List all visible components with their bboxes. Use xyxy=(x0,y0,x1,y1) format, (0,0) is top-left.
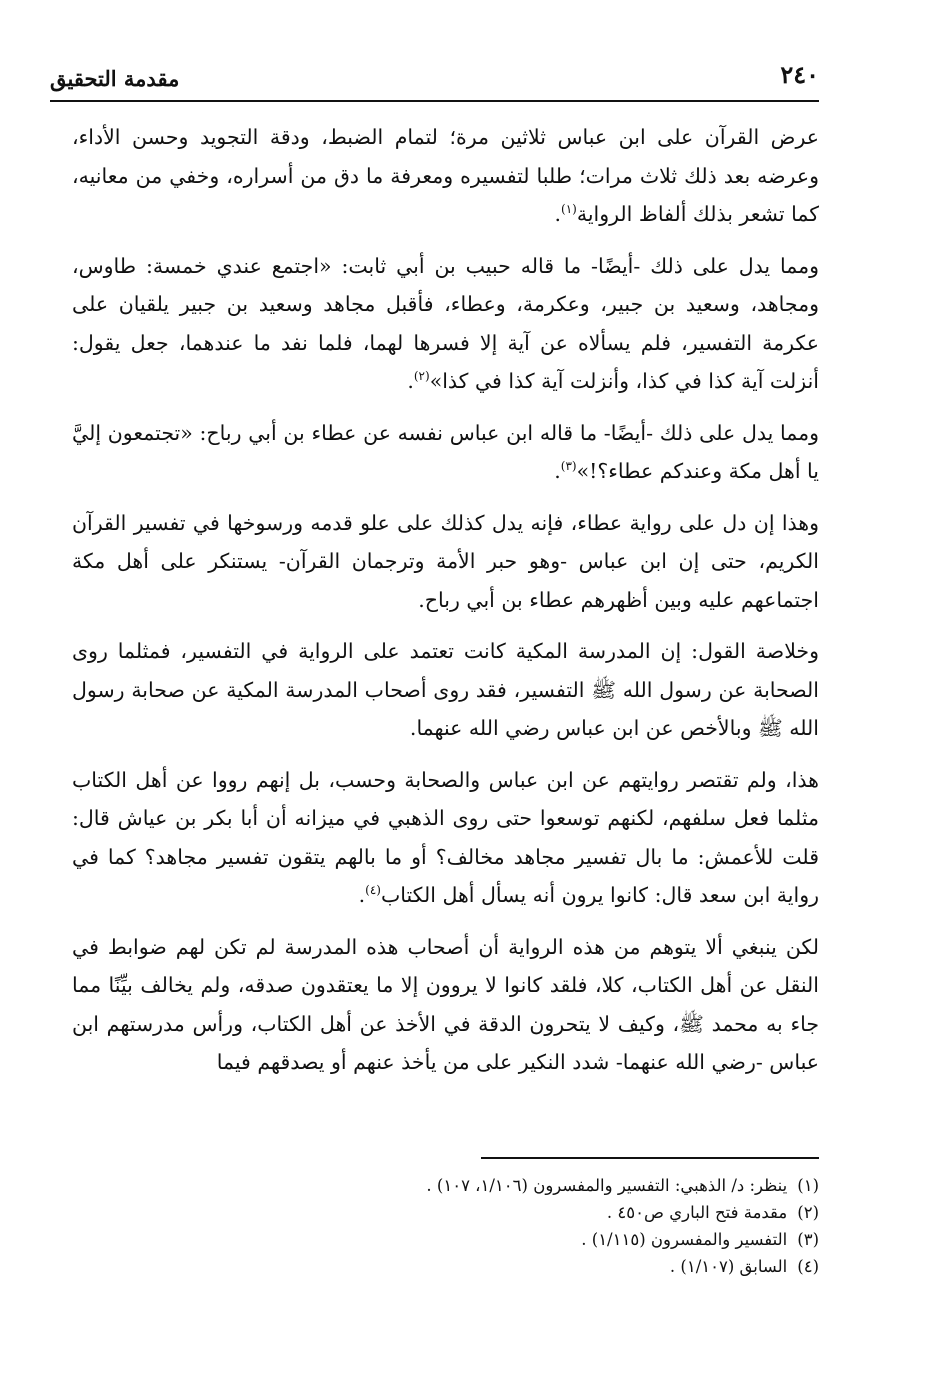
footnote-reference: (٢) xyxy=(413,369,430,384)
paragraph-text: وخلاصة القول: إن المدرسة المكية كانت تعتمد على الرواية في التفسير، فمثلما روى الصحابة عن رسول الله ﷺ التفسير، فقد روى أصحاب المدرسة المكية عن صحابة رسول الله ﷺ وبالأخص عن ابن عباس رضي الله عنهما. xyxy=(72,639,819,740)
page-number: ٢٤٠ xyxy=(780,60,819,89)
footnote-text: مقدمة فتح الباري ص٤٥٠ . xyxy=(606,1203,788,1222)
paragraph xyxy=(72,928,819,1082)
paragraph-end: . xyxy=(407,369,414,393)
paragraph xyxy=(72,632,819,748)
paragraph-text: هذا، ولم تقتصر روايتهم عن ابن عباس والصحابة وحسب، بل إنهم رووا عن أهل الكتاب مثلما فعل سلفهم، لكنهم توسعوا حتى روى الذهبي في ميزانه أن أبا بكر بن عياش قال: قلت للأعمش: ما بال تفسير مجاهد مخالف؟ أو ما بالهم يتقون تفسير مجاهد؟ كما في رواية ابن سعد قال: كانوا يرون أنه يسأل أهل الكتاب xyxy=(72,767,819,907)
paragraph-text: عرض القرآن على ابن عباس ثلاثين مرة؛ لتمام الضبط، ودقة التجويد وحسن الأداء، وعرضه بعد ذلك ثلاث مرات؛ طلبا لتفسيره ومعرفة ما دق من أسراره، وخفي من معانيه، كما تشعر بذلك ألفاظ الرواية xyxy=(72,125,819,226)
paragraph-text: لكن ينبغي ألا يتوهم من هذه الرواية أن أصحاب هذه المدرسة لم تكن لهم ضوابط في النقل عن أهل الكتاب، كلا، فلقد كانوا لا يروون إلا ما يعتقدون صدقه، ولم يخالف بيِّنًا مما جاء به محمد ﷺ، وكيف لا يتحرون الدقة في الأخذ عن أهل الكتاب، ورأس مدرستهم ابن عباس -رضي الله عنهما- شدد النكير على من يأخذ عنهم أو يصدقهم فيما xyxy=(72,934,819,1074)
footnote-item xyxy=(72,1172,819,1199)
footnote-reference: (٣) xyxy=(560,459,577,474)
paragraph-end: . xyxy=(554,459,561,483)
footnote-number: (١) xyxy=(797,1176,819,1195)
paragraph-end: . xyxy=(358,883,366,907)
header-divider xyxy=(50,100,819,102)
paragraph xyxy=(72,247,819,401)
footnote-item xyxy=(72,1253,819,1280)
footnote-text: السابق (١/١٠٧) . xyxy=(669,1257,788,1276)
footnote-text: التفسير والمفسرون (١/١١٥) . xyxy=(581,1230,788,1249)
paragraph-text: ومما يدل على ذلك -أيضًا- ما قاله ابن عباس نفسه عن عطاء بن أبي رباح: «تجتمعون إليَّ يا أهل مكة وعندكم عطاء؟!» xyxy=(72,420,819,483)
page-header xyxy=(50,58,819,98)
paragraph-text: ومما يدل على ذلك -أيضًا- ما قاله حبيب بن أبي ثابت: «اجتمع عندي خمسة: طاوس، ومجاهد، وسعيد بن جبير، وعكرمة، وعطاء، فأقبل مجاهد وسعيد بن جبير يلقيان على عكرمة التفسير، فلم يسألاه عن آية إلا فسرها لهما، فلما نفد ما عندهما، جعل يقول: أنزلت آية كذا في كذا، وأنزلت آية كذا في كذا» xyxy=(72,253,819,393)
footnote-reference: (٤) xyxy=(365,883,381,898)
footnote-item xyxy=(72,1199,819,1226)
footnote-number: (٤) xyxy=(797,1257,819,1276)
footnote-number: (٣) xyxy=(797,1230,819,1249)
footnote-number: (٢) xyxy=(797,1203,819,1222)
paragraph xyxy=(72,504,819,620)
paragraph-text: وهذا إن دل على رواية عطاء، فإنه يدل كذلك على علو قدمه ورسوخها في تفسير القرآن الكريم، حتى إن ابن عباس -وهو حبر الأمة وترجمان القرآن- يستنكر على أهل مكة اجتماعهم عليه وبين أظهرهم عطاء بن أبي رباح. xyxy=(72,510,819,612)
footnote-divider xyxy=(481,1157,819,1159)
footnote-reference: (١) xyxy=(561,202,577,217)
running-title: مقدمة التحقيق xyxy=(50,66,180,91)
paragraph-end: . xyxy=(554,202,561,226)
paragraph xyxy=(72,761,819,915)
footnote-text: ينظر: د/ الذهبي: التفسير والمفسرون (١/١٠٦، ١٠٧) . xyxy=(426,1176,788,1195)
paragraph xyxy=(72,414,819,491)
footnotes-list xyxy=(72,1172,819,1280)
paragraph xyxy=(72,118,819,234)
footnote-item xyxy=(72,1226,819,1253)
main-text xyxy=(72,118,819,1095)
